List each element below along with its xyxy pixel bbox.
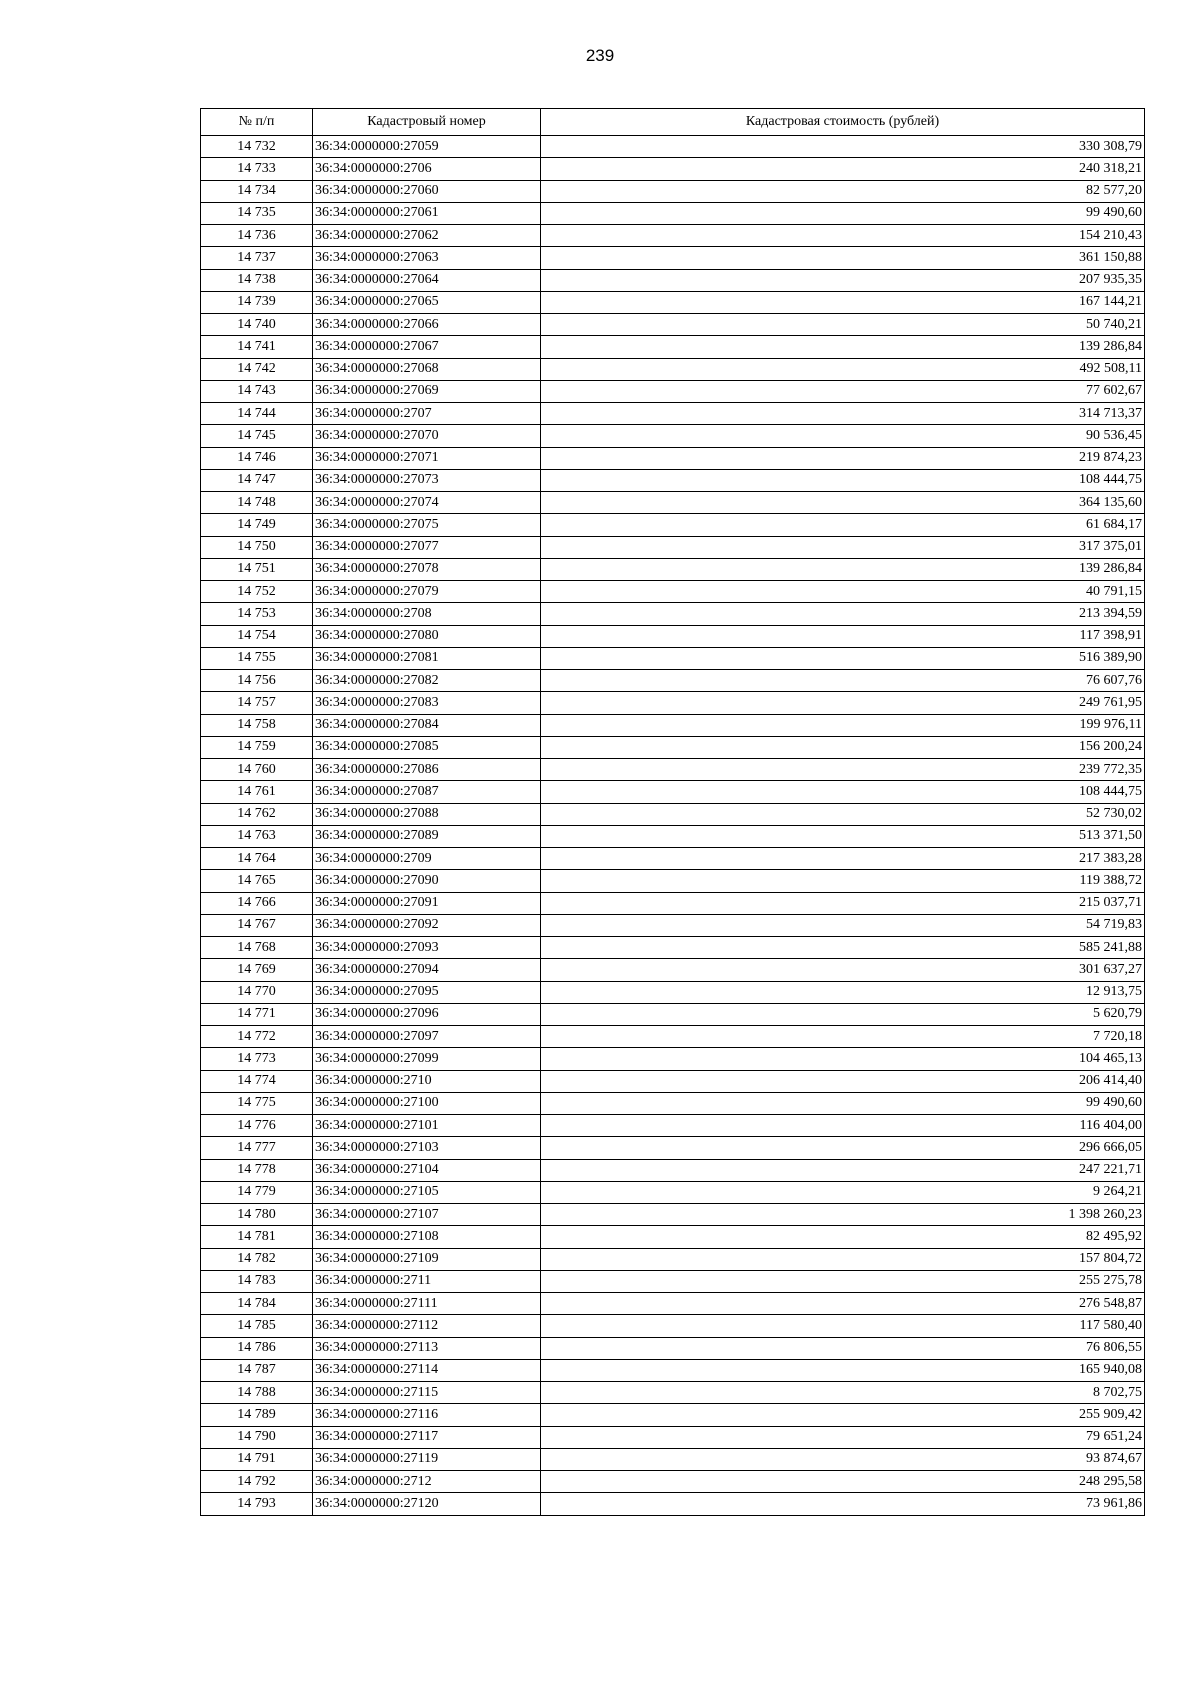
cadastral-number-cell: 36:34:0000000:27116 (313, 1404, 541, 1426)
table-row (201, 1493, 1145, 1515)
cadastral-number-cell: 36:34:0000000:27060 (313, 180, 541, 202)
row-number-cell: 14 775 (201, 1092, 313, 1114)
cadastral-number-cell: 36:34:0000000:27077 (313, 536, 541, 558)
cadastral-value-cell: 76 607,76 (541, 670, 1145, 692)
row-number-cell: 14 791 (201, 1448, 313, 1470)
row-number-cell: 14 733 (201, 158, 313, 180)
table-row (201, 1426, 1145, 1448)
table-row (201, 670, 1145, 692)
cadastral-number-cell: 36:34:0000000:27115 (313, 1382, 541, 1404)
table-row (201, 1181, 1145, 1203)
cadastral-value-cell: 249 761,95 (541, 692, 1145, 714)
cadastral-number-cell: 36:34:0000000:27079 (313, 581, 541, 603)
row-number-cell: 14 734 (201, 180, 313, 202)
cadastral-value-cell: 108 444,75 (541, 469, 1145, 491)
cadastral-value-cell: 61 684,17 (541, 514, 1145, 536)
table-row (201, 692, 1145, 714)
cadastral-value-cell: 79 651,24 (541, 1426, 1145, 1448)
table-row (201, 1248, 1145, 1270)
cadastral-number-cell: 36:34:0000000:27086 (313, 759, 541, 781)
cadastral-value-cell: 76 806,55 (541, 1337, 1145, 1359)
cadastral-number-cell: 36:34:0000000:27114 (313, 1359, 541, 1381)
table-row (201, 1204, 1145, 1226)
row-number-cell: 14 790 (201, 1426, 313, 1448)
cadastral-number-cell: 36:34:0000000:27108 (313, 1226, 541, 1248)
cadastral-value-cell: 119 388,72 (541, 870, 1145, 892)
row-number-cell: 14 759 (201, 736, 313, 758)
header-cadastral-value: Кадастровая стоимость (рублей) (541, 109, 1145, 136)
cadastral-value-cell: 513 371,50 (541, 825, 1145, 847)
row-number-cell: 14 787 (201, 1359, 313, 1381)
cadastral-number-cell: 36:34:0000000:27065 (313, 291, 541, 313)
row-number-cell: 14 785 (201, 1315, 313, 1337)
table-row (201, 136, 1145, 158)
table-row (201, 714, 1145, 736)
row-number-cell: 14 750 (201, 536, 313, 558)
row-number-cell: 14 782 (201, 1248, 313, 1270)
table-row (201, 469, 1145, 491)
table-header-row (201, 109, 1145, 136)
cadastral-number-cell: 36:34:0000000:27085 (313, 736, 541, 758)
row-number-cell: 14 769 (201, 959, 313, 981)
header-cadastral-number: Кадастровый номер (313, 109, 541, 136)
row-number-cell: 14 755 (201, 647, 313, 669)
row-number-cell: 14 773 (201, 1048, 313, 1070)
table-row (201, 1382, 1145, 1404)
cadastral-number-cell: 36:34:0000000:27099 (313, 1048, 541, 1070)
cadastral-number-cell: 36:34:0000000:27071 (313, 447, 541, 469)
table-row (201, 803, 1145, 825)
row-number-cell: 14 740 (201, 314, 313, 336)
cadastral-value-cell: 7 720,18 (541, 1026, 1145, 1048)
cadastral-number-cell: 36:34:0000000:27069 (313, 380, 541, 402)
row-number-cell: 14 779 (201, 1181, 313, 1203)
table-row (201, 1270, 1145, 1292)
row-number-cell: 14 748 (201, 492, 313, 514)
table-row (201, 1137, 1145, 1159)
cadastral-number-cell: 36:34:0000000:27087 (313, 781, 541, 803)
cadastral-value-cell: 248 295,58 (541, 1471, 1145, 1493)
row-number-cell: 14 789 (201, 1404, 313, 1426)
row-number-cell: 14 739 (201, 291, 313, 313)
cadastral-number-cell: 36:34:0000000:27070 (313, 425, 541, 447)
table-row (201, 1293, 1145, 1315)
row-number-cell: 14 744 (201, 403, 313, 425)
cadastral-value-cell: 213 394,59 (541, 603, 1145, 625)
cadastral-value-cell: 361 150,88 (541, 247, 1145, 269)
cadastral-number-cell: 36:34:0000000:27082 (313, 670, 541, 692)
row-number-cell: 14 741 (201, 336, 313, 358)
cadastral-number-cell: 36:34:0000000:27109 (313, 1248, 541, 1270)
cadastral-value-cell: 139 286,84 (541, 558, 1145, 580)
row-number-cell: 14 764 (201, 848, 313, 870)
cadastral-number-cell: 36:34:0000000:27061 (313, 202, 541, 224)
cadastral-number-cell: 36:34:0000000:27111 (313, 1293, 541, 1315)
cadastral-value-cell: 52 730,02 (541, 803, 1145, 825)
table-row (201, 892, 1145, 914)
cadastral-value-cell: 9 264,21 (541, 1181, 1145, 1203)
cadastral-number-cell: 36:34:0000000:2711 (313, 1270, 541, 1292)
row-number-cell: 14 784 (201, 1293, 313, 1315)
cadastral-value-cell: 77 602,67 (541, 380, 1145, 402)
cadastral-number-cell: 36:34:0000000:27120 (313, 1493, 541, 1515)
cadastral-value-cell: 516 389,90 (541, 647, 1145, 669)
table-row (201, 959, 1145, 981)
table-row (201, 1115, 1145, 1137)
table-row (201, 403, 1145, 425)
cadastral-number-cell: 36:34:0000000:27093 (313, 937, 541, 959)
row-number-cell: 14 792 (201, 1471, 313, 1493)
cadastral-number-cell: 36:34:0000000:27089 (313, 825, 541, 847)
row-number-cell: 14 751 (201, 558, 313, 580)
cadastral-number-cell: 36:34:0000000:27078 (313, 558, 541, 580)
row-number-cell: 14 761 (201, 781, 313, 803)
table-row (201, 914, 1145, 936)
cadastral-value-cell: 219 874,23 (541, 447, 1145, 469)
table-row (201, 581, 1145, 603)
table-row (201, 380, 1145, 402)
table-row (201, 1026, 1145, 1048)
table-row (201, 202, 1145, 224)
cadastral-number-cell: 36:34:0000000:27063 (313, 247, 541, 269)
table-row (201, 447, 1145, 469)
cadastral-value-cell: 73 961,86 (541, 1493, 1145, 1515)
table-row (201, 825, 1145, 847)
table-row (201, 225, 1145, 247)
page-number: 239 (585, 46, 615, 65)
table-row (201, 981, 1145, 1003)
row-number-cell: 14 774 (201, 1070, 313, 1092)
cadastral-number-cell: 36:34:0000000:27059 (313, 136, 541, 158)
cadastral-number-cell: 36:34:0000000:27104 (313, 1159, 541, 1181)
row-number-cell: 14 743 (201, 380, 313, 402)
cadastral-value-cell: 165 940,08 (541, 1359, 1145, 1381)
cadastral-value-cell: 240 318,21 (541, 158, 1145, 180)
cadastral-value-cell: 207 935,35 (541, 269, 1145, 291)
table-row (201, 1159, 1145, 1181)
cadastral-value-cell: 54 719,83 (541, 914, 1145, 936)
cadastral-number-cell: 36:34:0000000:27092 (313, 914, 541, 936)
cadastral-number-cell: 36:34:0000000:27100 (313, 1092, 541, 1114)
cadastral-value-cell: 585 241,88 (541, 937, 1145, 959)
cadastral-value-cell: 12 913,75 (541, 981, 1145, 1003)
table-row (201, 1092, 1145, 1114)
cadastral-number-cell: 36:34:0000000:27103 (313, 1137, 541, 1159)
row-number-cell: 14 776 (201, 1115, 313, 1137)
table-row (201, 1315, 1145, 1337)
cadastral-number-cell: 36:34:0000000:27117 (313, 1426, 541, 1448)
table-row (201, 625, 1145, 647)
cadastral-number-cell: 36:34:0000000:27062 (313, 225, 541, 247)
row-number-cell: 14 771 (201, 1003, 313, 1025)
cadastral-value-cell: 40 791,15 (541, 581, 1145, 603)
cadastral-number-cell: 36:34:0000000:27066 (313, 314, 541, 336)
row-number-cell: 14 767 (201, 914, 313, 936)
cadastral-number-cell: 36:34:0000000:27074 (313, 492, 541, 514)
cadastral-value-cell: 116 404,00 (541, 1115, 1145, 1137)
row-number-cell: 14 765 (201, 870, 313, 892)
cadastral-value-cell: 82 495,92 (541, 1226, 1145, 1248)
table-row (201, 1404, 1145, 1426)
cadastral-number-cell: 36:34:0000000:27095 (313, 981, 541, 1003)
cadastral-value-cell: 276 548,87 (541, 1293, 1145, 1315)
row-number-cell: 14 753 (201, 603, 313, 625)
cadastral-value-cell: 314 713,37 (541, 403, 1145, 425)
table-row (201, 736, 1145, 758)
cadastral-number-cell: 36:34:0000000:27073 (313, 469, 541, 491)
cadastral-value-cell: 301 637,27 (541, 959, 1145, 981)
cadastral-number-cell: 36:34:0000000:27096 (313, 1003, 541, 1025)
row-number-cell: 14 754 (201, 625, 313, 647)
cadastral-number-cell: 36:34:0000000:2710 (313, 1070, 541, 1092)
row-number-cell: 14 746 (201, 447, 313, 469)
cadastral-number-cell: 36:34:0000000:27094 (313, 959, 541, 981)
table-row (201, 269, 1145, 291)
table-row (201, 1048, 1145, 1070)
cadastral-number-cell: 36:34:0000000:2707 (313, 403, 541, 425)
row-number-cell: 14 749 (201, 514, 313, 536)
table-row (201, 937, 1145, 959)
cadastral-number-cell: 36:34:0000000:2708 (313, 603, 541, 625)
table-row (201, 358, 1145, 380)
table-row (201, 1448, 1145, 1470)
row-number-cell: 14 763 (201, 825, 313, 847)
table-row (201, 514, 1145, 536)
cadastral-number-cell: 36:34:0000000:27105 (313, 1181, 541, 1203)
row-number-cell: 14 745 (201, 425, 313, 447)
table-row (201, 247, 1145, 269)
table-row (201, 314, 1145, 336)
cadastral-value-cell: 247 221,71 (541, 1159, 1145, 1181)
row-number-cell: 14 752 (201, 581, 313, 603)
cadastral-value-cell: 255 275,78 (541, 1270, 1145, 1292)
cadastral-value-cell: 317 375,01 (541, 536, 1145, 558)
row-number-cell: 14 762 (201, 803, 313, 825)
cadastral-value-cell: 99 490,60 (541, 202, 1145, 224)
row-number-cell: 14 780 (201, 1204, 313, 1226)
cadastral-value-cell: 330 308,79 (541, 136, 1145, 158)
cadastral-value-cell: 206 414,40 (541, 1070, 1145, 1092)
table-row (201, 848, 1145, 870)
cadastral-number-cell: 36:34:0000000:27080 (313, 625, 541, 647)
row-number-cell: 14 732 (201, 136, 313, 158)
table-body (201, 136, 1145, 1516)
cadastral-value-cell: 99 490,60 (541, 1092, 1145, 1114)
cadastral-value-cell: 199 976,11 (541, 714, 1145, 736)
table-row (201, 1337, 1145, 1359)
row-number-cell: 14 781 (201, 1226, 313, 1248)
cadastral-value-cell: 239 772,35 (541, 759, 1145, 781)
cadastral-number-cell: 36:34:0000000:27107 (313, 1204, 541, 1226)
table-row (201, 781, 1145, 803)
cadastral-value-cell: 154 210,43 (541, 225, 1145, 247)
cadastral-value-cell: 93 874,67 (541, 1448, 1145, 1470)
cadastral-value-cell: 296 666,05 (541, 1137, 1145, 1159)
cadastral-value-cell: 157 804,72 (541, 1248, 1145, 1270)
cadastral-number-cell: 36:34:0000000:27088 (313, 803, 541, 825)
cadastral-number-cell: 36:34:0000000:27091 (313, 892, 541, 914)
cadastral-number-cell: 36:34:0000000:27081 (313, 647, 541, 669)
table-row (201, 603, 1145, 625)
cadastral-value-cell: 215 037,71 (541, 892, 1145, 914)
table-row (201, 1003, 1145, 1025)
cadastral-number-cell: 36:34:0000000:27097 (313, 1026, 541, 1048)
cadastral-value-cell: 255 909,42 (541, 1404, 1145, 1426)
table-row (201, 425, 1145, 447)
row-number-cell: 14 757 (201, 692, 313, 714)
cadastral-number-cell: 36:34:0000000:27075 (313, 514, 541, 536)
table-row (201, 180, 1145, 202)
table-row (201, 536, 1145, 558)
table-row (201, 336, 1145, 358)
cadastral-value-cell: 50 740,21 (541, 314, 1145, 336)
table-row (201, 1070, 1145, 1092)
table-row (201, 870, 1145, 892)
row-number-cell: 14 788 (201, 1382, 313, 1404)
table-row (201, 558, 1145, 580)
table-row (201, 647, 1145, 669)
cadastral-value-cell: 108 444,75 (541, 781, 1145, 803)
cadastral-value-cell: 8 702,75 (541, 1382, 1145, 1404)
row-number-cell: 14 783 (201, 1270, 313, 1292)
cadastral-value-cell: 104 465,13 (541, 1048, 1145, 1070)
row-number-cell: 14 766 (201, 892, 313, 914)
row-number-cell: 14 736 (201, 225, 313, 247)
cadastral-value-cell: 5 620,79 (541, 1003, 1145, 1025)
row-number-cell: 14 747 (201, 469, 313, 491)
row-number-cell: 14 737 (201, 247, 313, 269)
cadastral-value-cell: 82 577,20 (541, 180, 1145, 202)
cadastral-value-cell: 1 398 260,23 (541, 1204, 1145, 1226)
cadastral-number-cell: 36:34:0000000:27067 (313, 336, 541, 358)
cadastral-number-cell: 36:34:0000000:27113 (313, 1337, 541, 1359)
header-row-number: № п/п (201, 109, 313, 136)
cadastral-value-cell: 117 580,40 (541, 1315, 1145, 1337)
table-row (201, 1359, 1145, 1381)
row-number-cell: 14 768 (201, 937, 313, 959)
table-row (201, 1471, 1145, 1493)
cadastral-value-cell: 90 536,45 (541, 425, 1145, 447)
cadastral-value-cell: 364 135,60 (541, 492, 1145, 514)
table-row (201, 492, 1145, 514)
row-number-cell: 14 760 (201, 759, 313, 781)
row-number-cell: 14 778 (201, 1159, 313, 1181)
cadastral-number-cell: 36:34:0000000:2706 (313, 158, 541, 180)
cadastral-number-cell: 36:34:0000000:2712 (313, 1471, 541, 1493)
row-number-cell: 14 786 (201, 1337, 313, 1359)
row-number-cell: 14 742 (201, 358, 313, 380)
cadastral-value-cell: 156 200,24 (541, 736, 1145, 758)
row-number-cell: 14 738 (201, 269, 313, 291)
table-row (201, 759, 1145, 781)
row-number-cell: 14 756 (201, 670, 313, 692)
row-number-cell: 14 770 (201, 981, 313, 1003)
cadastral-value-cell: 167 144,21 (541, 291, 1145, 313)
table-row (201, 291, 1145, 313)
cadastral-value-cell: 139 286,84 (541, 336, 1145, 358)
row-number-cell: 14 758 (201, 714, 313, 736)
row-number-cell: 14 777 (201, 1137, 313, 1159)
cadastral-number-cell: 36:34:0000000:27084 (313, 714, 541, 736)
cadastral-number-cell: 36:34:0000000:27068 (313, 358, 541, 380)
row-number-cell: 14 772 (201, 1026, 313, 1048)
cadastral-value-cell: 117 398,91 (541, 625, 1145, 647)
cadastral-number-cell: 36:34:0000000:27112 (313, 1315, 541, 1337)
cadastral-number-cell: 36:34:0000000:27119 (313, 1448, 541, 1470)
cadastral-number-cell: 36:34:0000000:27064 (313, 269, 541, 291)
row-number-cell: 14 793 (201, 1493, 313, 1515)
cadastral-number-cell: 36:34:0000000:27101 (313, 1115, 541, 1137)
row-number-cell: 14 735 (201, 202, 313, 224)
cadastral-number-cell: 36:34:0000000:27083 (313, 692, 541, 714)
table-row (201, 158, 1145, 180)
cadastral-value-cell: 492 508,11 (541, 358, 1145, 380)
cadastral-value-table (200, 108, 1145, 1516)
cadastral-number-cell: 36:34:0000000:27090 (313, 870, 541, 892)
cadastral-number-cell: 36:34:0000000:2709 (313, 848, 541, 870)
cadastral-value-cell: 217 383,28 (541, 848, 1145, 870)
table-row (201, 1226, 1145, 1248)
